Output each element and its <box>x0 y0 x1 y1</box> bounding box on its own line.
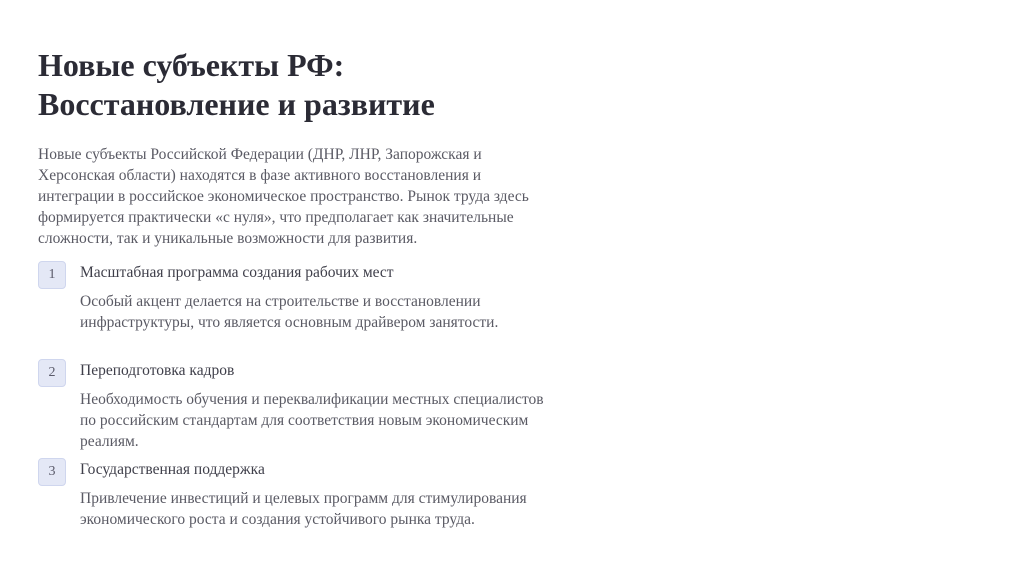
item-description-line: Необходимость обучения и переквалификации местных специалистов <box>80 391 544 408</box>
page-title-line: Новые субъекты РФ: <box>38 47 345 83</box>
page-title <box>38 46 435 124</box>
item-description-line: Привлечение инвестиций и целевых программ для стимулирования <box>80 490 527 507</box>
item-description <box>80 389 544 452</box>
item-heading: Государственная поддержка <box>80 461 265 478</box>
number-badge: 3 <box>38 458 66 486</box>
intro-line: сложности, так и уникальные возможности для развития. <box>38 230 418 247</box>
item-description-line: Особый акцент делается на строительстве и восстановлении <box>80 293 481 310</box>
item-description-line: по российским стандартам для соответствия новым экономическим <box>80 412 529 429</box>
item-heading: Переподготовка кадров <box>80 362 235 379</box>
intro-line: формируется практически «с нуля», что предполагает как значительные <box>38 209 514 226</box>
item-description <box>80 291 498 333</box>
intro-line: Херсонская области) находятся в фазе активного восстановления и <box>38 167 481 184</box>
page-title-line: Восстановление и развитие <box>38 86 435 122</box>
number-badge: 2 <box>38 359 66 387</box>
number-badge: 1 <box>38 261 66 289</box>
item-description-line: реалиям. <box>80 433 139 450</box>
item-description <box>80 488 527 530</box>
intro-line: интеграции в российское экономическое пространство. Рынок труда здесь <box>38 188 529 205</box>
item-description-line: инфраструктуры, что является основным драйвером занятости. <box>80 314 499 331</box>
item-description-line: экономического роста и создания устойчивого рынка труда. <box>80 511 475 528</box>
item-heading: Масштабная программа создания рабочих мест <box>80 264 394 281</box>
intro-line: Новые субъекты Российской Федерации (ДНР, ЛНР, Запорожская и <box>38 146 482 163</box>
intro-paragraph <box>38 144 538 249</box>
